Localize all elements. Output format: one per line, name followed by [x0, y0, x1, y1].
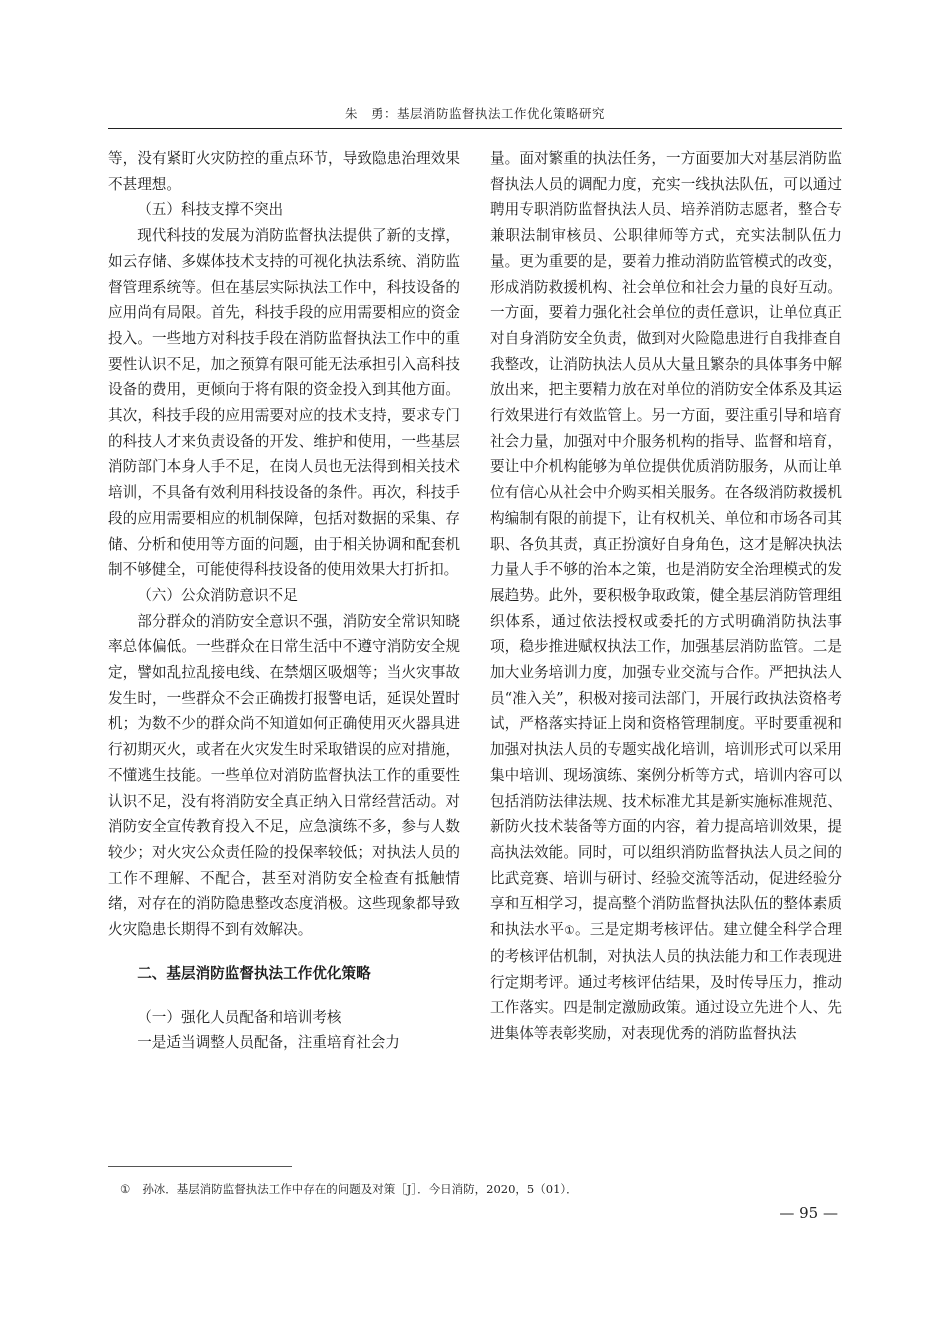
paragraph: 等，没有紧盯火灾防控的重点环节，导致隐患治理效果不甚理想。	[108, 150, 460, 193]
footnote-reference[interactable]: ①	[564, 923, 575, 938]
subsection-heading-1: （一）强化人员配备和培训考核	[137, 1008, 342, 1026]
paragraph	[490, 146, 842, 1047]
running-header: 朱 勇：基层消防监督执法工作优化策略研究	[344, 106, 605, 121]
paragraph-text: 。三是定期考核评估。建立健全科学合理的考核评估机制，对执法人员的执法能力和工作表现进行定期考评。通过考核评估结果，及时传导压力，推动工作落实。四是制定激励政策。通过设立先进个人、先进集体等表彰奖励，对表现优秀的消防监督执法	[490, 921, 842, 1042]
paragraph: 部分群众的消防安全意识不强，消防安全常识知晓率总体偏低。一些群众在日常生活中不遵守消防安全规定，譬如乱拉乱接电线、在禁烟区吸烟等；当火灾事故发生时，一些群众不会正确拨打报警电话，延误处置时机；为数不少的群众尚不知道如何正确使用灭火器具进行初期灭火，或者在火灾发生时采取错误的应对措施，不懂逃生技能。一些单位对消防监督执法工作的重要性认识不足，没有将消防安全真正纳入日常经营活动。对消防安全宣传教育投入不足，应急演练不多，参与人数较少；对火灾公众责任险的投保率较低；对执法人员的工作不理解、不配合，甚至对消防安全检查有抵触情绪，对存在的消防隐患整改态度消极。这些现象都导致火灾隐患长期得不到有效解决。	[108, 612, 460, 939]
page-number: — 95 —	[779, 1204, 838, 1222]
right-column	[490, 146, 842, 1047]
section-heading: 二、基层消防监督执法工作优化策略	[137, 964, 371, 982]
footnote-mark: ①	[120, 1182, 131, 1196]
paragraph: 一是适当调整人员配备，注重培育社会力	[137, 1034, 400, 1052]
header-rule	[108, 128, 842, 129]
subsection-heading-5: （五）科技支撑不突出	[137, 201, 284, 219]
subsection-heading-6: （六）公众消防意识不足	[137, 586, 298, 604]
paragraph-text: 量。面对繁重的执法任务，一方面要加大对基层消防监督执法人员的调配力度，充实一线执法队伍，可以通过聘用专职消防监督执法人员、培养消防志愿者，整合专兼职法制审核员、公职律师等方式，充实法制队伍力量。更为重要的是，要着力推动消防监管模式的改变，形成消防救援机构、社会单位和社会力量的良好互动。一方面，要着力强化社会单位的责任意识，让单位真正对自身消防安全负责，做到对火险隐患进行自我排查自我整改，让消防执法人员从大量且繁杂的具体事务中解放出来，把主要精力放在对单位的消防安全体系及其运行效果进行有效监管上。另一方面，要注重引导和培育社会力量，加强对中介服务机构的指导、监督和培育，要让中介机构能够为单位提供优质消防服务，从而让单位有信心从社会中介购买相关服务。在各级消防救援机构编制有限的前提下，让有权机关、单位和市场各司其职、各负其责，真正扮演好自身角色，这才是解决执法力量人手不够的治本之策，也是消防安全治理模式的发展趋势。此外，要积极争取政策，健全基层消防管理组织体系，通过依法授权或委托的方式明确消防执法事项，稳步推进赋权执法工作，加强基层消防监管。二是加大业务培训力度，加强专业交流与合作。严把执法人员“准入关”，积极对接司法部门，开展行政执法资格考试，严格落实持证上岗和资格管理制度。平时要重视和加强对执法人员的专题实战化培训，培训形式可以采用集中培训、现场演练、案例分析等方式，培训内容可以包括消防法律法规、技术标准尤其是新实施标准规范、新防火技术装备等方面的内容，着力提高培训效果，提高执法效能。同时，可以组织消防监督执法人员之间的比武竞赛、培训与研讨、经验交流等活动，促进经验分享和互相学习，提高整个消防监督执法队伍的整体素质和执法水平	[490, 150, 842, 939]
left-column	[108, 146, 460, 1056]
footnote-rule	[108, 1166, 292, 1167]
paragraph: 现代科技的发展为消防监督执法提供了新的支撑，如云存储、多媒体技术支持的可视化执法系统、消防监督管理系统等。但在基层实际执法工作中，科技设备的应用尚有局限。首先，科技手段的应用需要相应的资金投入。一些地方对科技手段在消防监督执法工作中的重要性认识不足，加之预算有限可能无法承担引入高科技设备的费用，更倾向于将有限的资金投入到其他方面。其次，科技手段的应用需要对应的技术支持，要求专门的科技人才来负责设备的开发、维护和使用，一些基层消防部门本身人手不足，在岗人员也无法得到相关技术培训，不具备有效利用科技设备的条件。再次，科技手段的应用需要相应的机制保障，包括对数据的采集、存储、分析和使用等方面的问题，由于相关协调和配套机制不够健全，可能使得科技设备的使用效果大打折扣。	[108, 227, 460, 579]
footnote	[120, 1180, 840, 1198]
footnote-text: 孙冰．基层消防监督执法工作中存在的问题及对策［J］．今日消防，2020，5（01）．	[142, 1182, 578, 1196]
